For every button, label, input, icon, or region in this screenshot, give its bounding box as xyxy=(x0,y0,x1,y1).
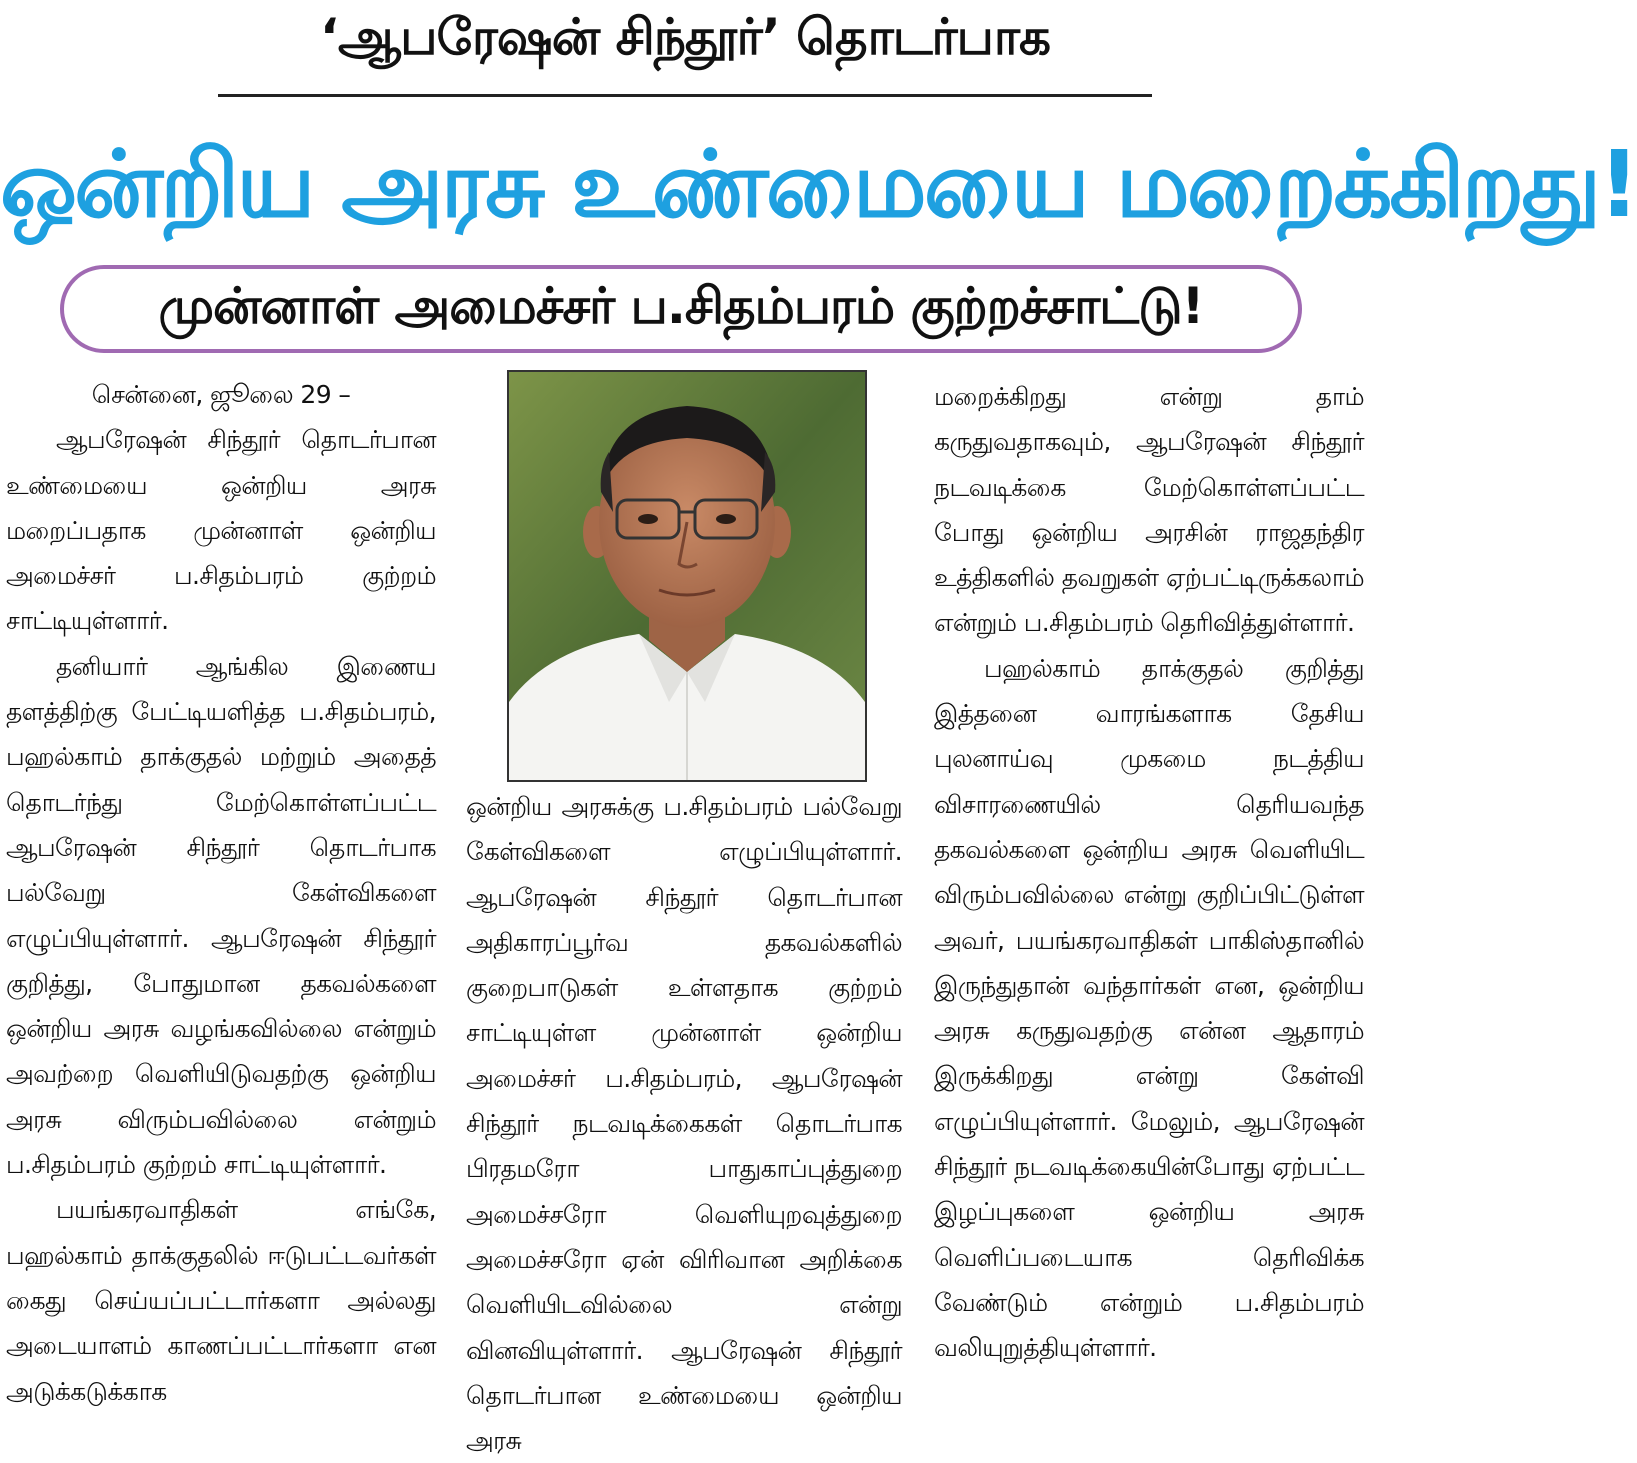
paragraph: பஹல்காம் தாக்குதல் குறித்து இத்தனை வாரங்களாக தேசிய புலனாய்வு முகமை நடத்திய விசாரணையில் தெரியவந்த தகவல்களை ஒன்றிய அரசு வெளியிட விரும்பவில்லை என்று குறிப்பிட்டுள்ள அவர், பயங்கரவாதிகள் பாகிஸ்தானில் இருந்துதான் வந்தார்கள் என, ஒன்றிய அரசு கருதுவதற்கு என்ன ஆதாரம் இருக்கிறது என்று கேள்வி எழுப்பியுள்ளார். மேலும், ஆபரேஷன் சிந்தூர் நடவடிக்கையின்போது ஏற்பட்ட இழப்புகளை ஒன்றிய அரசு வெளிப்படையாக தெரிவிக்க வேண்டும் என்றும் ப.சிதம்பரம் வலியுறுத்தியுள்ளார். xyxy=(934,653,1364,1363)
kicker-title: ‘ஆபரேஷன் சிந்தூர்’ தொடர்பாக xyxy=(320,8,1050,66)
portrait-photo xyxy=(507,370,867,782)
paragraph: மறைக்கிறது என்று தாம் கருதுவதாகவும், ஆபரேஷன் சிந்தூர் நடவடிக்கை மேற்கொள்ளப்பட்ட போது ஒன்றிய அரசின் ராஜதந்திர உத்திகளில் தவறுகள் ஏற்பட்டிருக்கலாம் என்றும் ப.சிதம்பரம் தெரிவித்துள்ளார். xyxy=(934,382,1364,638)
main-headline: ஒன்றிய அரசு உண்மையை மறைக்கிறது! xyxy=(0,131,1637,238)
subhead-box xyxy=(60,265,1302,353)
paragraph: ஆபரேஷன் சிந்தூர் தொடர்பான உண்மையை ஒன்றிய அரசு மறைப்பதாக முன்னாள் ஒன்றிய அமைச்சர் ப.சிதம்பரம் குற்றம் சாட்டியுள்ளார். xyxy=(6,425,436,636)
kicker-rule xyxy=(218,94,1152,97)
paragraph: ஒன்றிய அரசுக்கு ப.சிதம்பரம் பல்வேறு கேள்விகளை எழுப்பியுள்ளார். ஆபரேஷன் சிந்தூர் தொடர்பான அதிகாரப்பூர்வ தகவல்களில் குறைபாடுகள் உள்ளதாக குற்றம் சாட்டியுள்ள முன்னாள் ஒன்றிய அமைச்சர் ப.சிதம்பரம், ஆபரேஷன் சிந்தூர் நடவடிக்கைகள் தொடர்பாக பிரதமரோ பாதுகாப்புத்துறை அமைச்சரோ வெளியுறவுத்துறை அமைச்சரோ ஏன் விரிவான அறிக்கை வெளியிடவில்லை என்று வினவியுள்ளார். ஆபரேஷன் சிந்தூர் தொடர்பான உண்மையை ஒன்றிய அரசு xyxy=(466,792,902,1456)
article-column-2 xyxy=(466,784,902,1463)
paragraph: தனியார் ஆங்கில இணைய தளத்திற்கு பேட்டியளித்த ப.சிதம்பரம், பஹல்காம் தாக்குதல் மற்றும் அதைத் தொடர்ந்து மேற்கொள்ளப்பட்ட ஆபரேஷன் சிந்தூர் தொடர்பாக பல்வேறு கேள்விகளை எழுப்பியுள்ளார். ஆபரேஷன் சிந்தூர் குறித்து, போதுமான தகவல்களை ஒன்றிய அரசு வழங்கவில்லை என்றும் அவற்றை வெளியிடுவதற்கு ஒன்றிய அரசு விரும்பவில்லை என்றும் ப.சிதம்பரம் குற்றம் சாட்டியுள்ளார். xyxy=(6,651,436,1180)
article-column-3 xyxy=(934,374,1364,1371)
paragraph: பயங்கரவாதிகள் எங்கே, பஹல்காம் தாக்குதலில் ஈடுபட்டவர்கள் கைது செய்யப்பட்டார்களா அல்லது அடையாளம் காணப்பட்டார்களா என அடுக்கடுக்காக xyxy=(6,1195,436,1406)
dateline: சென்னை, ஜூலை 29 – xyxy=(91,380,351,409)
subheadline: முன்னாள் அமைச்சர் ப.சிதம்பரம் குற்றச்சாட்டு! xyxy=(158,276,1204,335)
portrait-illustration xyxy=(509,372,865,780)
article-column-1 xyxy=(6,372,436,1414)
